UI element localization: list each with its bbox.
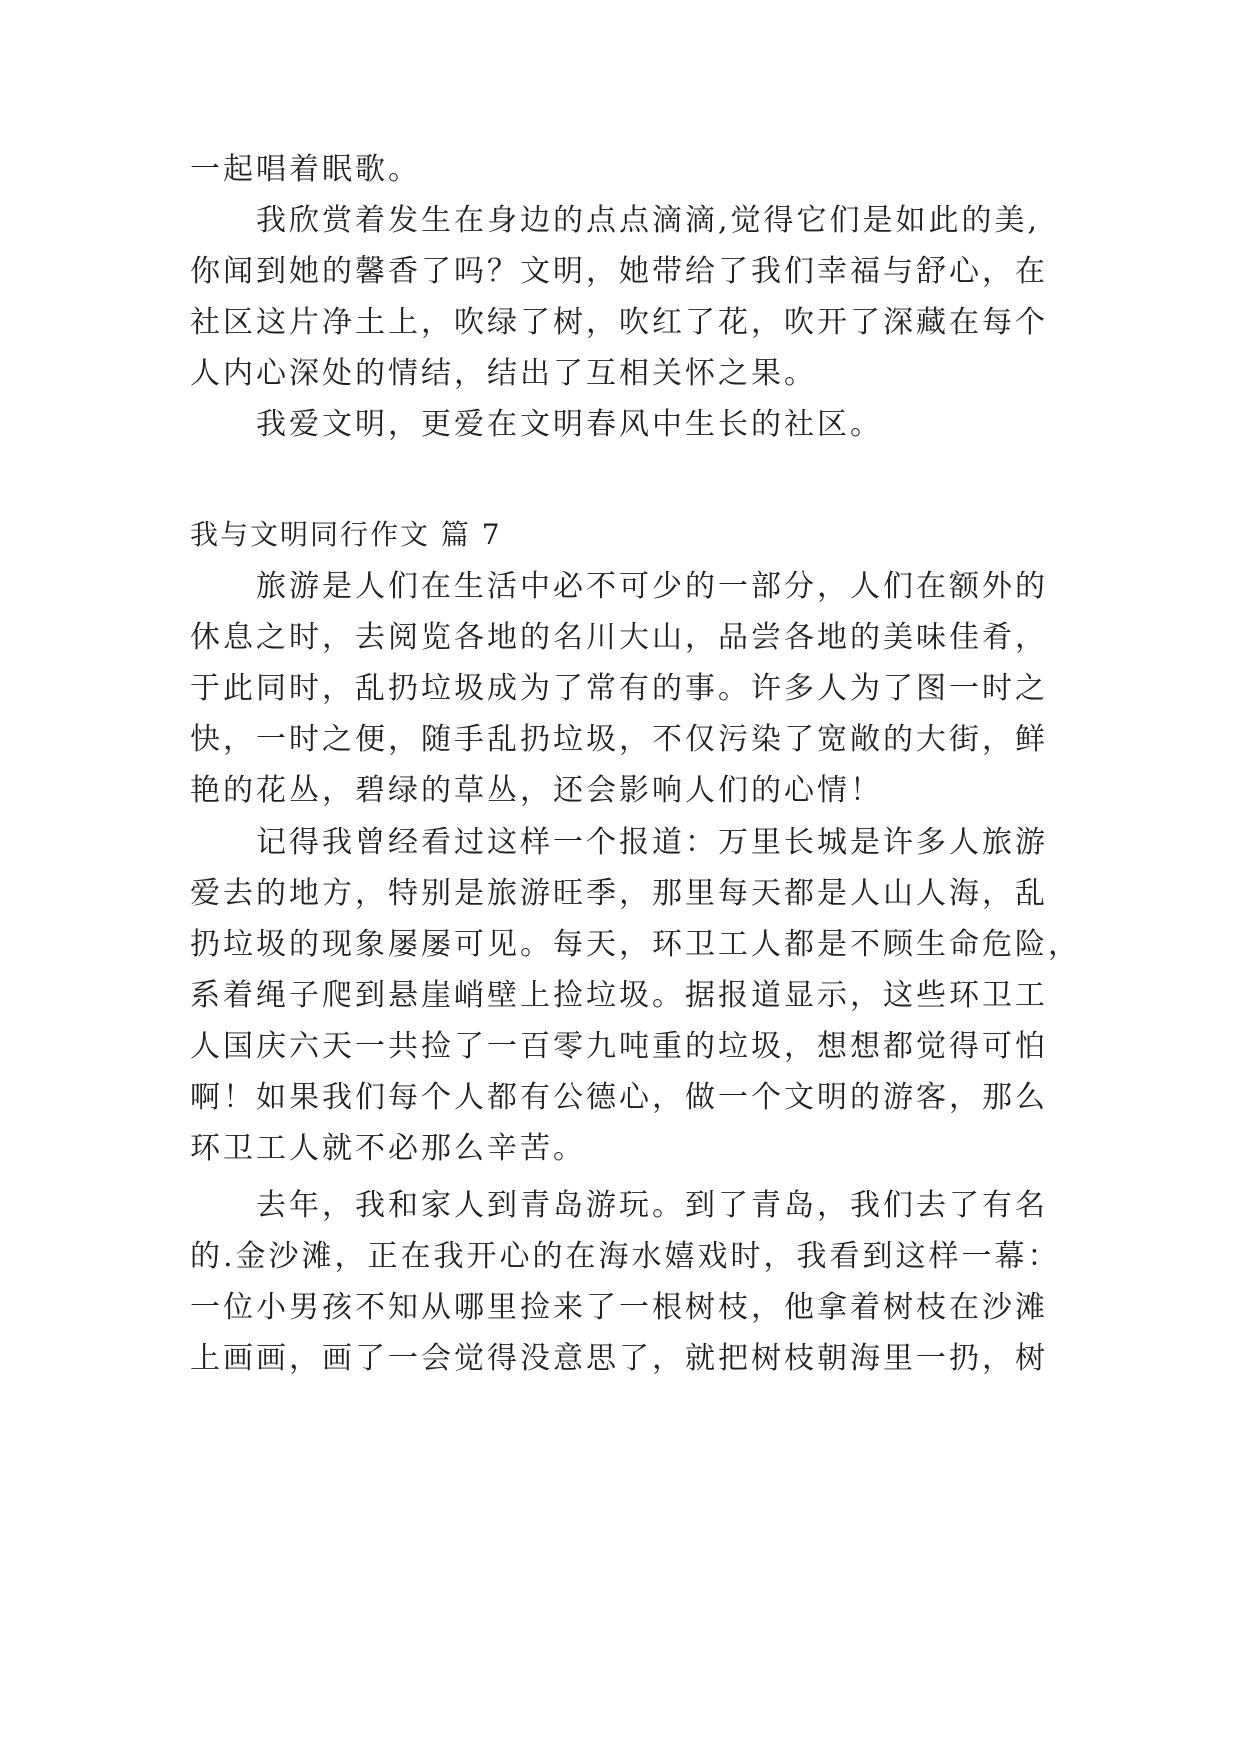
text-line: 环卫工人就不必那么辛苦。: [190, 1131, 586, 1166]
text-line: 旅游是人们在生活中必不可少的一部分，人们在额外的: [256, 569, 1048, 604]
text-line: 艳的花丛，碧绿的草丛，还会影响人们的心情！: [190, 773, 883, 808]
text-line: 啊！如果我们每个人都有公德心，做一个文明的游客，那么: [190, 1080, 1048, 1115]
text-line: 的.金沙滩，正在我开心的在海水嬉戏时，我看到这样一幕：: [190, 1239, 1061, 1274]
text-line: 一起唱着眠歌。: [190, 152, 421, 187]
text-line: 去年，我和家人到青岛游玩。到了青岛，我们去了有名: [256, 1188, 1048, 1223]
text-line: 于此同时，乱扔垃圾成为了常有的事。许多人为了图一时之: [190, 671, 1048, 706]
text-line: 爱去的地方，特别是旅游旺季，那里每天都是人山人海，乱: [190, 876, 1048, 911]
text-line: 上画画，画了一会觉得没意思了，就把树枝朝海里一扔，树: [190, 1341, 1048, 1376]
text-line: 快，一时之便，随手乱扔垃圾，不仅污染了宽敞的大街，鲜: [190, 722, 1048, 757]
text-line: 我欣赏着发生在身边的点点滴滴,觉得它们是如此的美,: [256, 203, 1041, 238]
text-line: 我爱文明，更爱在文明春风中生长的社区。: [256, 407, 883, 442]
text-line: 休息之时，去阅览各地的名川大山，品尝各地的美味佳肴，: [190, 620, 1048, 655]
text-line: 人内心深处的情结，结出了互相关怀之果。: [190, 356, 817, 391]
text-line: 你闻到她的馨香了吗？文明，她带给了我们幸福与舒心，在: [190, 254, 1048, 289]
text-line: 记得我曾经看过这样一个报道：万里长城是许多人旅游: [256, 825, 1048, 860]
text-line: 社区这片净土上，吹绿了树，吹红了花，吹开了深藏在每个: [190, 305, 1048, 340]
text-line: 扔垃圾的现象屡屡可见。每天，环卫工人都是不顾生命危险，: [190, 927, 1081, 962]
text-line: 人国庆六天一共捡了一百零九吨重的垃圾，想想都觉得可怕: [190, 1029, 1048, 1064]
section-heading: 我与文明同行作文 篇 7: [190, 518, 502, 551]
text-line: 一位小男孩不知从哪里捡来了一根树枝，他拿着树枝在沙滩: [190, 1290, 1048, 1325]
text-line: 系着绳子爬到悬崖峭壁上捡垃圾。据报道显示，这些环卫工: [190, 978, 1048, 1013]
